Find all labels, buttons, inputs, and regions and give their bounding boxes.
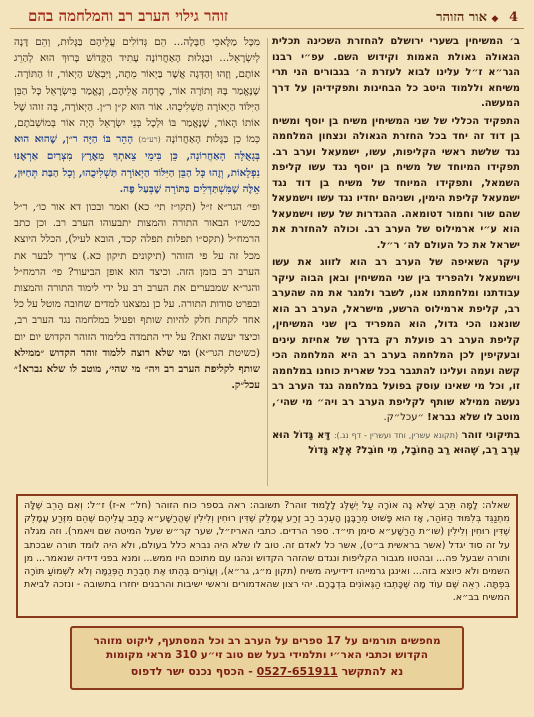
ad-line-1: מחפשים תורמים על 17 ספרים על הערב רב וכל המסתעף, ליקוט מזוהר הקדוש וכתבי האר״י ותלמידי בעל שם טוב זי״ע 310 מראי מקומות xyxy=(93,635,441,661)
quote-ref: (תקונא עשרין, וחד ועשרין - דף נג.): xyxy=(333,430,459,440)
question-box xyxy=(16,494,518,618)
page-number: 4 xyxy=(508,10,518,25)
quote-text: דָּא גָּדוֹל הוּא עֵרֶב רַב, שֶׁהוּא רַב הַחוֹבָל, מִי חוֹבֵל? אֶלָּא גָּדוֹל xyxy=(272,429,520,456)
right-paragraph-2-text: התפקיד הכללי של שני המשיחין משיח בן יוסף ומשיח בן דוד זה יחד בכל החזרת הגאולה ונצחון המלחמה נגד שלשת ראשי הקליפות, עשו, ישמעאל וערב רב. תפקידו המיוחד של משיח בן יוסף נגד עשו קליפת השמאל, ותפקידו המיוחד של משיח בן דוד נגד ישמעאל קליפת הימין, ושניהם יחדיו נגד עשו וישמעאל שהם שור וחמור דטומאה. ההגדרות של עשו וישמעאל הוא ע״י ארמילוס של הערב רב. וכולה להחזרת את ישראל את כל העולם לה׳ ר״ל. xyxy=(272,115,520,251)
left-paragraph-2-end: ומי שלא רוצה ללמוד זוהר הקדוש ״ממילא שותף לקליפת הערב רב ויה״ מי שהי׳, מוטב לו שלא נברא!״ עכל״ק. xyxy=(14,346,260,392)
page-header xyxy=(10,6,524,29)
phone-number[interactable]: 0527-651911 xyxy=(256,665,338,678)
right-quote xyxy=(272,428,520,459)
ad-line-2 xyxy=(80,665,454,678)
article-body xyxy=(10,34,524,490)
article-title: זוהר גילוי הערב רב והמלחמה בהם xyxy=(28,7,229,25)
header-book xyxy=(436,9,518,25)
left-paragraph-1-text: מִכָּל מַלָּאכֵי חַבָּלָה... הֵם גְּדוֹלִים עֲלֵיהֶם בַּגָּלוּת, וְהֵם דָּנָה לְיִשְׂרָאֵל... וּבַגָּלוּת הָאַחֲרוֹנָה עָתִיד הַקָּדוֹשׁ בָּרוּךְ הוּא לְהַרֵג אוֹתָם, וְזֶהוּ וְהַדְּגָה אֲשֶׁר בַּיְאוֹר מֵתָה, וַיִּבְאַשׁ הַיְאוֹר, זוֹ הַתּוֹרָה. שֶׁנֶּאֱמַר בָּהּ וְתוֹרָה אוֹר, סָרְחָה אֲלֵיהֶם, וְנֶאֱמַר בְּיִשְׂרָאֵל כָּל הַבֵּן הַיִּלּוֹד הַיְאוֹרָה תַּשְׁלִיכֻהוּ. אוֹר הוּא ק״ן ר״ן. הַיְאוֹרָה, בָּה זוהו שֶׁל אוֹתוֹ הָאוֹר, שֶׁנֶּאֱמַר בּוֹ וּלְכָל בְּנֵי יִשְׂרָאֵל הָיָה אוֹר בְּמוֹשְׁבֹתָם, כְּמוֹ כֵן בַּגָּלוּת הָאַחֲרוֹנָה xyxy=(14,36,260,146)
ad-line-2-suffix: - הכסף נכנס ישר לדפוס xyxy=(130,665,257,678)
right-paragraph-3 xyxy=(272,255,520,426)
left-paragraph-2 xyxy=(14,199,260,393)
donation-ad xyxy=(70,626,464,690)
right-column xyxy=(272,34,520,490)
right-paragraph-2 xyxy=(272,114,520,254)
right-paragraph-3-end: ״עכל״ק. xyxy=(383,412,424,423)
page xyxy=(10,6,524,710)
diamond-icon: ◆ xyxy=(491,14,499,24)
left-paragraph-1-ref: (רע״מ) xyxy=(138,135,161,145)
left-paragraph-1b-text: הָהֵר בּוֹ הַיָּה ר״ן, שֶׁהוּא הוּא בְּגָאֻלָּה הָאַחֲרוֹנָה, כֵּן בִּימֵי צֵאתְךָ מֵאֶרֶץ מִצְרַיִם אַרְאֶנּוּ נִפְלָאוֹת, וְזֶהוּ כָּל הַבֵּן הַיִּלּוֹד הַיְאוֹרָה תַּשְׁלִיכֻהוּ, וְכָל הַבַּת תְּחַיּוּן, אֵלֶּה שֶׁמִּשְׁתַּדְּלִים בַּתּוֹרָה שֶׁבְּעַל פֶּה. xyxy=(14,133,260,195)
question-box-text: שאלה: לָמָּה תֵּרֵב שֶׁלֹּא נָה אוֹרָה עַל יְשֶׁלֶּג לָלָמוּד זוהר? תשובה: ראה בספר כוח הזוהר (חל״ א-ז) ז״ל: וְאִם הַרֵב שֶׁלָּה מִתְנַגֵּד בְּלִמּוּד הַזּוֹהַר, אָז הוּא פָּשׁוּט מֵרַבָּנָן הָעֵרֶב רַב זֶרַע עֲמָלֵק שֶׁדִּין רוּחִין וְלִילִין שֶׁהֲרַשָּׁע״א כָּתַב עֲלֵיהֶם שֶׁהֵם מִזֶּרַע עֲמָלֵק שֶׁדִּין רוּחִין וְלִילִין (שו״ת הַרַשָּׁע״א סימן תי״ד. ספר הרדים. כתבי האריז״ל, שער קר״ש שעל המיטה שם ויאמר). וזה מגלה על זה סוד יגדל (אשר בראשית ב״ט), אשר כל לאדם זה. טוב לו שלא היה נברא כלל בעולם, ולא היה לומד תורה שבכתב ותורה שבעל פה... ובהטוו מגבור הקליפות ונגדם שהזהר הקדוש ונהגו עם מתוכם היו ממש... ומנא בפני דידיה שנאמר... מן השמים ולא כיוצא בזה... ואינגן גרמייהו דידיעיה משיח (תקון מ״ג, גר״א), וְעֲוֹרִים בְּהֵתוּ אֶת חֶבְרַת הַפְּנֻמָּה וְלֹא לִשְׁמוֹעַ תּוֹרָה בִּפְתָּה. רְאֵה שֶׁם עוֹד מָה שֶׁכָּתְבוּ הַגְּאוֹנִים בִּדְבָרָם. יהי רצון שהאדמורים וראשי ישיבות והרבנים יחזרו בתשובה - ונזכה לביאת המשיח בב״א. xyxy=(24,500,510,604)
right-paragraph-1: ב׳ המשיחין בשערי ירושלם להחזרת השכינה תכלית הגאולה גאולת האמות וקידוש השם. עפ״י רבנו הגר״א ז״ל עלינו לבוא לעזרת ה׳ בגבורים הני תרי משיחא וללמוד היטב כל הבחינות ותפקידיהן על דרך המעשה. xyxy=(272,36,520,109)
left-paragraph-2-text: ופי׳ הגר״א ז״ל (תקו״ז תי׳ כא) ואמר ובכון דא אור כו׳, ר״ל כמש״ו הבאור התורה והמצות יתבעוהו הערב רב. וכן כתב הרמח״ל (תקס״ו תפלות תפלה קכד, הובא לעיל), הכלל היוצא מכל זה על פי הזוהר (תיקונים תיקון כא.) צריך לבער את הערב רב בזמן הזה. וכיצד הוא אופן הביעור? פי׳ הרמח״ל והגר״א שמבערים את הערב רב על ידי לימוד התורה והמצות ובפרט סודות התורה. על כן נמצאנו למדים שחובה מוטל על כל אחד לקחת חלק להיות שותף ופעיל במלחמה נגד הערב רב, וכיצד יעשה זאת? על ידי התמדה בלימוד הזוהר הקדוש יום יום (כשיטת הגר״א) xyxy=(14,201,260,359)
left-paragraph-1 xyxy=(14,34,260,197)
left-column xyxy=(14,34,260,490)
right-paragraph-3-text: עיקר השאיפה של הערב רב הוא לזווג את עשו וישמעאל ולהפריד בין שני המשיחין ובאן הבוה עיקר עבודתנו ומלחמתנו אנו, לשבר ולמגר את מה שהערב רב, קליפת ארמילוס הרשע, מישראל, הערב רב הוא שונאנו הכי גדול, הוא המפריד בין שני המשיחין, קליפת הערב רב פועלת רק בדרך של אחיזת עינים ובעקיפין לכן המלחמה בערב רב היא המלחמה הכי קשה ועמה ועלינו להתגבר בכל שארית כוחנו במלחמה זו, וכל מי שאינו עוסק בפועל במלחמה נגד הערב רב נעשה ממילא שותף לקליפת הערב רב ויה״ מי שהי׳, מוטב לו שלא נברא! xyxy=(272,257,520,423)
column-divider xyxy=(267,38,268,486)
quote-label: בתיקוני זוהר xyxy=(461,429,520,441)
ad-line-2-prefix: נא להתקשר xyxy=(337,665,404,678)
book-title: אור הזוהר xyxy=(436,10,487,25)
